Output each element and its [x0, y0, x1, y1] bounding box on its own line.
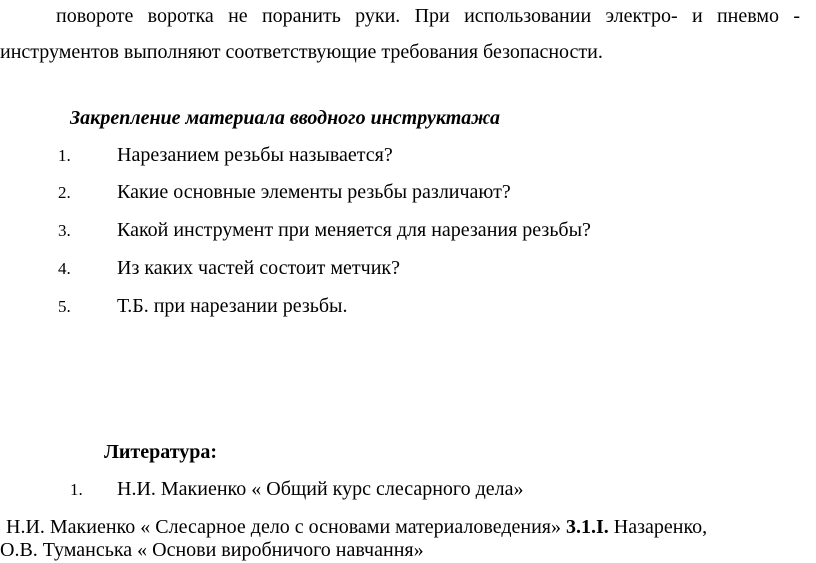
list-item: Нарезанием резьбы называется? [117, 144, 393, 166]
review-heading: Закрепление материала вводного инструктажа [70, 107, 501, 129]
literature-item-2-code: 3.1.I. [566, 516, 609, 538]
list-item: Какой инструмент при меняется для нарезания резьбы? [117, 219, 591, 241]
intro-line-1: повороте воротка не поранить руки. При использовании электро- и пневмо - [56, 5, 800, 27]
literature-item-number: 1. [70, 480, 83, 499]
literature-item-2-text: Н.И. Макиенко « Слесарное дело с основами материаловедения» [6, 516, 561, 538]
list-item-number: 4. [58, 259, 71, 278]
intro-line-2: инструментов выполняют соответствующие требования безопасности. [0, 41, 603, 63]
literature-item-2-author: Назаренко, [613, 516, 708, 538]
literature-item-2 [6, 515, 707, 539]
literature-item-1: Н.И. Макиенко « Общий курс слесарного дела» [117, 478, 524, 500]
list-item: Какие основные элементы резьбы различают? [117, 181, 511, 203]
list-item-number: 1. [58, 146, 71, 165]
list-item: Из каких частей состоит метчик? [117, 257, 400, 279]
list-item-number: 3. [58, 221, 71, 240]
literature-heading: Литература: [104, 441, 218, 463]
literature-item-3: О.В. Туманська « Основи виробничого навчання» [0, 539, 424, 561]
list-item-number: 2. [58, 183, 71, 202]
list-item-number: 5. [58, 297, 71, 316]
list-item: Т.Б. при нарезании резьбы. [117, 295, 348, 317]
